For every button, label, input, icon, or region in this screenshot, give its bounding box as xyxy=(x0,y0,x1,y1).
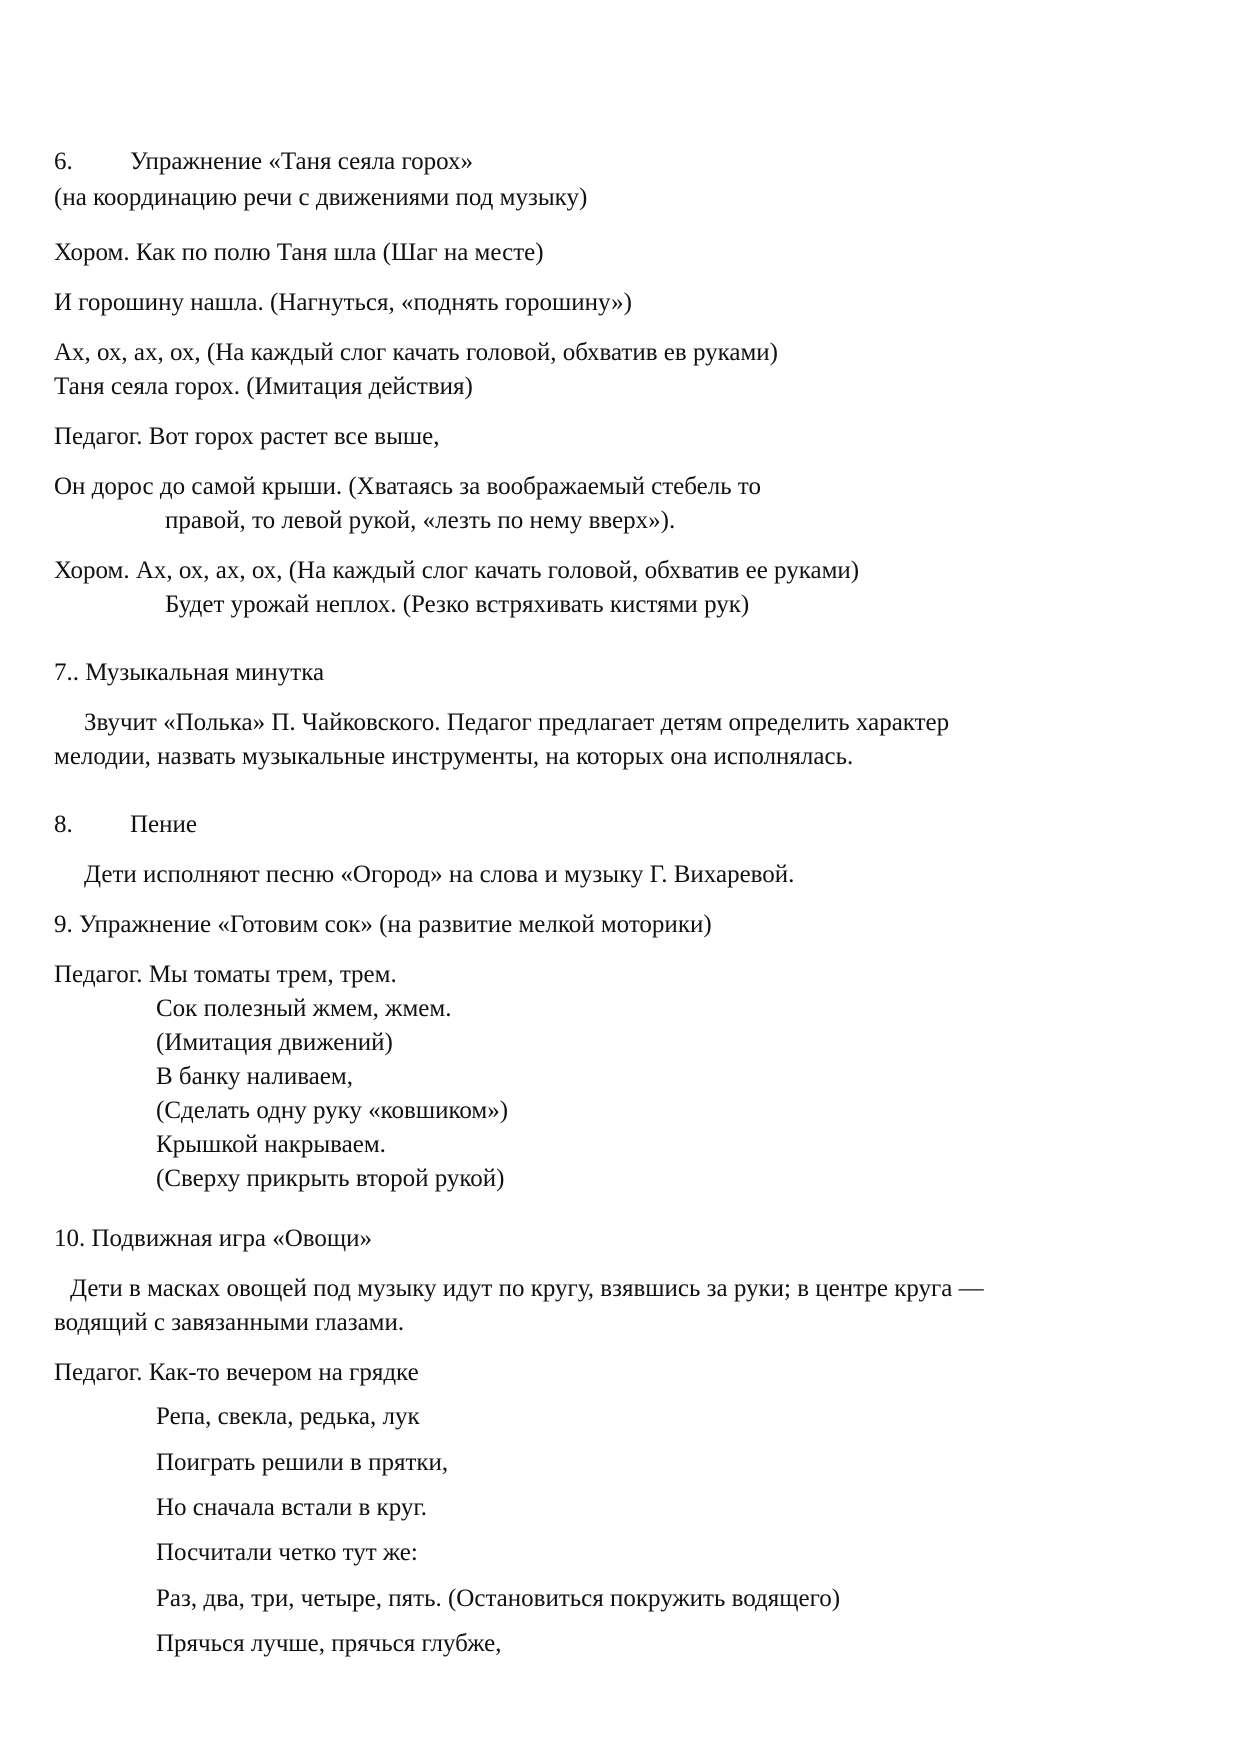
text-line: Звучит «Полька» П. Чайковского. Педагог предлагает детям определить характер xyxy=(84,709,950,736)
text-line: Хором. Ах, ох, ах, ох, (На каждый слог качать головой, обхватив ее руками) xyxy=(54,557,860,584)
section-6-heading xyxy=(54,145,473,179)
text-line: правой, то левой рукой, «лезть по нему вверх»). xyxy=(165,507,676,534)
section-8-title: Пение xyxy=(130,811,198,838)
text-line: Будет урожай неплох. (Резко встряхивать кистями рук) xyxy=(165,591,750,618)
text-line: Таня сеяла горох. (Имитация действия) xyxy=(54,373,473,400)
text-line: Он дорос до самой крыши. (Хватаясь за воображаемый стебель то xyxy=(54,473,761,500)
text-line: Педагог. Как-то вечером на грядке xyxy=(54,1359,419,1386)
section-7-heading: 7.. Музыкальная минутка xyxy=(54,659,325,686)
text-line: Прячься лучше, прячься глубже, xyxy=(156,1630,502,1657)
text-line: И горошину нашла. (Нагнуться, «поднять горошину») xyxy=(54,289,632,316)
text-line: (Имитация движений) xyxy=(156,1029,393,1056)
section-8-heading xyxy=(54,808,197,842)
section-9-heading: 9. Упражнение «Готовим сок» (на развитие мелкой моторики) xyxy=(54,911,712,938)
section-10-heading: 10. Подвижная игра «Овощи» xyxy=(54,1225,373,1252)
text-line: Дети исполняют песню «Огород» на слова и музыку Г. Вихаревой. xyxy=(84,861,795,888)
text-line: Сок полезный жмем, жмем. xyxy=(156,995,452,1022)
text-line: Педагог. Вот горох растет все выше, xyxy=(54,423,440,450)
text-line: Но сначала встали в круг. xyxy=(156,1494,428,1521)
section-6-subtitle: (на координацию речи с движениями под музыку) xyxy=(54,184,588,211)
text-line: Посчитали четко тут же: xyxy=(156,1539,418,1566)
text-line: Дети в масках овощей под музыку идут по кругу, взявшись за руки; в центре круга — xyxy=(70,1275,984,1302)
text-line: (Сделать одну руку «ковшиком») xyxy=(156,1097,509,1124)
text-line: (Сверху прикрыть второй рукой) xyxy=(156,1165,505,1192)
text-line: Репа, свекла, редька, лук xyxy=(156,1403,420,1430)
text-line: Крышкой накрываем. xyxy=(156,1131,386,1158)
section-8-number: 8. xyxy=(54,811,73,838)
text-line: В банку наливаем, xyxy=(156,1063,353,1090)
text-line: Педагог. Мы томаты трем, трем. xyxy=(54,961,397,988)
text-line: Раз, два, три, четыре, пять. (Остановиться покружить водящего) xyxy=(156,1585,841,1612)
text-line: Хором. Как по полю Таня шла (Шаг на месте) xyxy=(54,239,544,266)
section-6-number: 6. xyxy=(54,148,73,175)
text-line: мелодии, назвать музыкальные инструменты, на которых она исполнялась. xyxy=(54,743,854,770)
text-line: Поиграть решили в прятки, xyxy=(156,1449,449,1476)
section-6-title: Упражнение «Таня сеяла горох» xyxy=(130,148,474,175)
text-line: водящий с завязанными глазами. xyxy=(54,1309,405,1336)
text-line: Ах, ох, ах, ох, (На каждый слог качать головой, обхватив ев руками) xyxy=(54,339,778,366)
